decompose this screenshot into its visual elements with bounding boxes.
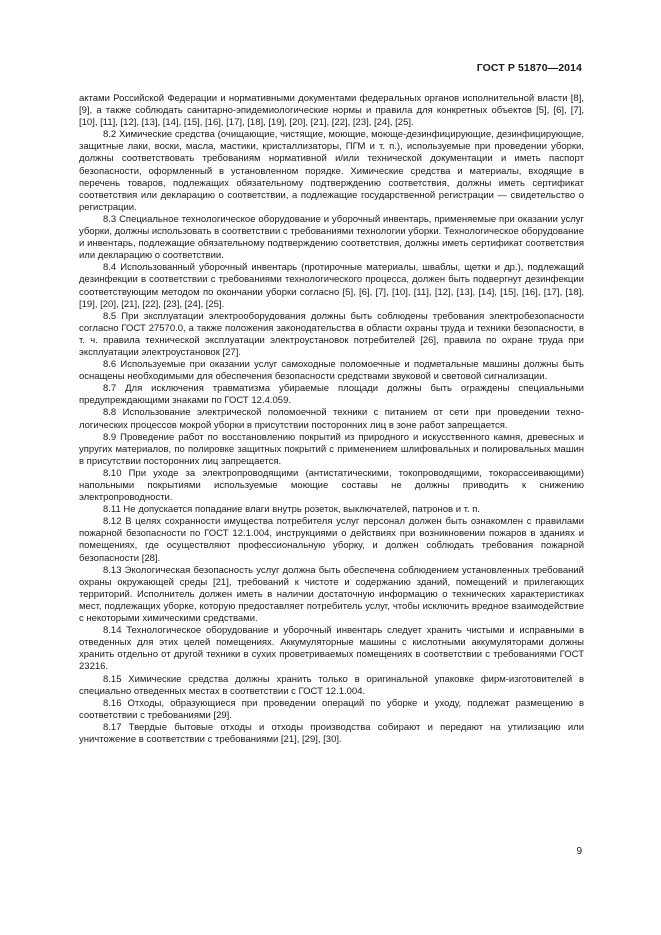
paragraph-8-2: 8.2 Химические средства (очищающие, чистящие, моющие, моюще-дезинфицирующие, дезинфицирующие, защитные лаки, воски, масла, мастики, кристаллизаторы, ПГМ и т. п.), используемые при проведении уборки, должны соответствовать требованиям нормативной и/или технической документации и иметь паспорт безопасности, оформленный в установленном порядке. Химические средства и материалы, входящие в перечень товаров, подлежащих обязательному подтверждению соответствия, должны иметь сертификат соответствия или декларацию о соответствии, а подлежащие государственной регистрации — свидетельство о регистрации.: [79, 129, 584, 213]
paragraph-8-10: 8.10 При уходе за электропроводящими (антистатическими, токопроводящими, токорассеивающими) напольными покрытиями используемые моющие составы не должны приводить к снижению электропроводности.: [79, 467, 584, 504]
paragraph-8-16: 8.16 Отходы, образующиеся при проведении операций по уборке и уходу, подлежат размещению в соответствии с требованиями [29].: [79, 697, 584, 721]
paragraph-8-12: 8.12 В целях сохранности имущества потребителя услуг персонал должен быть ознакомлен с правилами пожарной безопасности по ГОСТ 12.1.004, инструкциями о действиях при возникновении пожаров в зданиях и помещениях, где осуществляют профессиональную уборку, и должен соблюдать требования пожарной безопасности [28].: [79, 516, 584, 564]
page-number: 9: [576, 846, 582, 857]
paragraph-8-17: 8.17 Твердые бытовые отходы и отходы производства собирают и передают на утилизацию или уничтожение в соответствии с требованиями [21], [29], [30].: [79, 721, 584, 745]
document-body: [79, 93, 584, 746]
paragraph-continuation: актами Российской Федерации и нормативными документами федеральных органов исполнительной власти [8], [9], а также соблюдать санитарно-эпидемиологические нормы и правила для конкретных объектов [5], [6], [7], [10], [11], [12], [13], [14], [15], [16], [17], [18], [19], [20], [21], [22], [23], [24], [25].: [79, 93, 584, 129]
paragraph-8-11: 8.11 Не допускается попадание влаги внутрь розеток, выключателей, патронов и т. п.: [103, 504, 481, 516]
paragraph-8-9: 8.9 Проведение работ по восстановлению покрытий из природного и искусственного камня, древесных и упругих материалов, по полировке защитных покрытий с применением шлифовальных и полировальных машин в присутствии посторонних лиц запрещается.: [79, 431, 584, 467]
paragraph-8-7: 8.7 Для исключения травматизма убираемые площади должны быть ограждены специальными предупреждающими знаками по ГОСТ 12.4.059.: [79, 383, 584, 407]
paragraph-8-13: 8.13 Экологическая безопасность услуг должна быть обеспечена соблюдением установленных требований охраны окружающей среды [21], требований к чистоте и содержанию зданий, помещений и прилегающих территорий. Исполнитель должен иметь в наличии достаточную информацию о технических характеристиках мест, подлежащих уборке, которую предоставляет потребитель услуг, чтобы исключить вредное взаимодействие с некоторыми химическими средствами.: [79, 564, 584, 625]
paragraph-8-3: 8.3 Специальное технологическое оборудование и уборочный инвентарь, применяемые при оказании услуг уборки, должны использовать в соответствии с требованиями технологии уборки. Технологическое оборудование и инвентарь, подлежащие обязательному подтверждению соответствия, должны иметь сертификат соответствия или декларацию о соответствии.: [79, 213, 584, 262]
paragraph-8-14: 8.14 Технологическое оборудование и уборочный инвентарь следует хранить чистыми и исправными в отведенных для этих целей помещениях. Аккумуляторные машины с кислотными аккумуляторами должны хранить отдельно от другой техники в сухих проветриваемых помещениях в соответствии с требованиями ГОСТ 23216.: [79, 625, 584, 673]
document-code-header: ГОСТ Р 51870—2014: [476, 62, 582, 74]
paragraph-8-15: 8.15 Химические средства должны хранить только в оригинальной упаковке фирм-изготовителей в специально отведенных местах в соответствии с ГОСТ 12.1.004.: [79, 673, 584, 697]
paragraph-8-5: 8.5 При эксплуатации электрооборудования должны быть соблюдены требования электробезопасности согласно ГОСТ 27570.0, а также положения законодательства в области охраны труда и техники безопасности, в т. ч. правила технической эксплуатации электроустановок потребителей [26], правила по охране труда при эксплуатации электроустановок [27].: [79, 310, 584, 358]
paragraph-8-8: 8.8 Использование электрической поломоечной техники с питанием от сети при проведении технологических процессов мокрой уборки в присутствии посторонних лиц в зоне работ запрещается.: [79, 407, 584, 431]
paragraph-8-6: 8.6 Используемые при оказании услуг самоходные поломоечные и подметальные машины должны быть оснащены необходимыми для обеспечения безопасности средствами звуковой и световой сигнализации.: [79, 359, 584, 383]
paragraph-8-4: 8.4 Использованный уборочный инвентарь (протирочные материалы, шваблы, щетки и др.), подлежащий дезинфекции в соответствии с требованиями технологического процесса, должен быть подвергнут дезинфекции соответствующим методом по окончании уборки согласно [5], [6], [7], [10], [11], [12], [13], [14], [15], [16], [17], [18], [19], [20], [21], [22], [23], [24], [25].: [79, 262, 584, 310]
